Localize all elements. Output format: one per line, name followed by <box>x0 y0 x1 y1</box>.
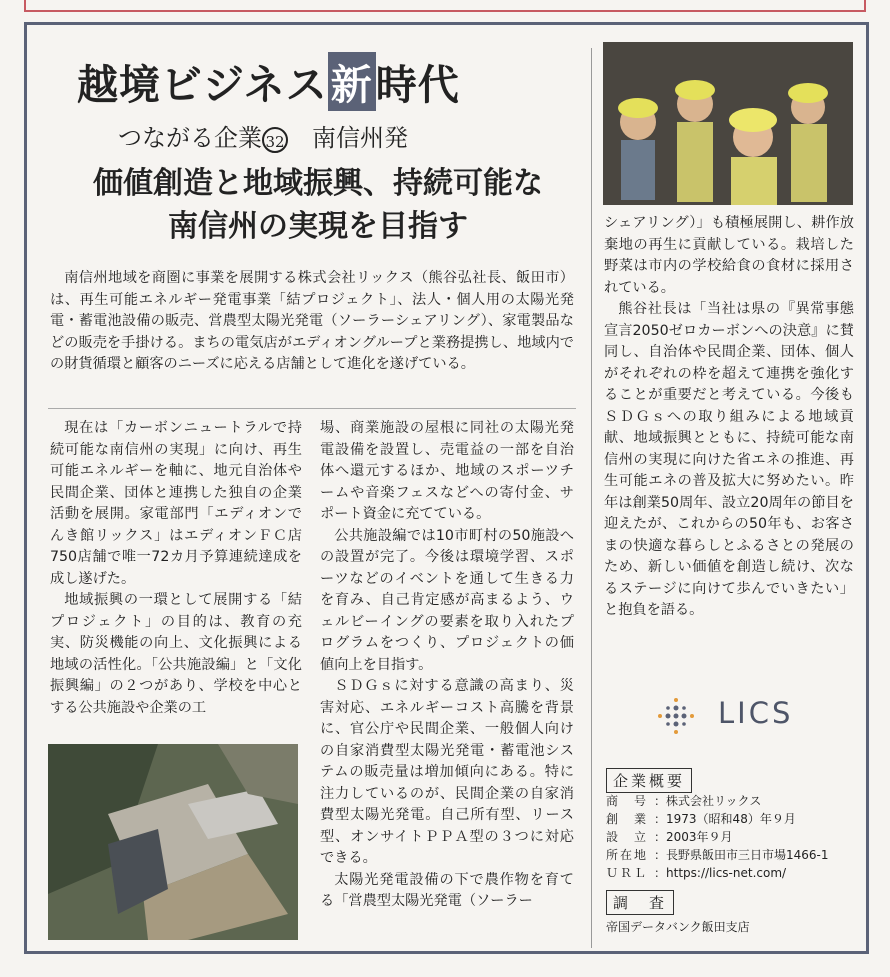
paragraph: 太陽光発電設備の下で農作物を育てる「営農型太陽光発電（ソーラー <box>320 871 574 909</box>
article-title-line2: 南信州の実現を目指す <box>168 209 468 244</box>
series-title <box>77 52 460 111</box>
top-border <box>24 0 866 12</box>
aerial-photo-image <box>48 744 298 940</box>
column-2 <box>320 418 574 913</box>
article-title-line1: 価値創造と地域振興、持続可能な <box>93 166 543 201</box>
paragraph: 現在は「カーボンニュートラルで持続可能な南信州の実現」に向け、再生可能エネルギーを軸に、地元自治体や民間企業、団体と連携した独自の企業活動を展開。家電部門「エディオンでんき館リックス」はエディオンＦＣ店750店舗で唯一72カ月予算連続達成を成し遂げた。 <box>50 420 302 587</box>
info-row: 設 立 ：2003年９月 <box>606 830 733 844</box>
aerial-photo <box>48 744 298 940</box>
survey-value: 帝国データバンク飯田支店 <box>606 920 750 934</box>
company-info <box>606 792 829 882</box>
lead-divider <box>48 408 576 409</box>
info-row: 所在地 ：長野県飯田市三日市場1466-1 <box>606 848 829 862</box>
info-value: 長野県飯田市三日市場1466-1 <box>666 848 829 862</box>
info-value: 1973（昭和48）年９月 <box>666 812 796 826</box>
paragraph: ＳＤＧｓに対する意識の高まり、災害対応、エネルギーコスト高騰を背景に、官公庁や民間企業、一般個人向けの自家消費型太陽光発電・蓄電池システムの販売量は増加傾向にある。特に注力しているのが、民間企業の自家消費型太陽光発電。自己所有型、リース型、オンサイトＰＰＡ型の３つに対応できる。 <box>320 678 574 866</box>
lead-paragraph <box>50 268 574 376</box>
paragraph: 公共施設編では10市町村の50施設への設置が完了。今後は環境学習、スポーツなどのイベントを通して生きる力を育み、自己肯定感が高まるよう、ウェルビーイングの要素を取り入れたプログラムをつくり、プロジェクトの価値向上を目指す。 <box>320 527 574 673</box>
paragraph: 場、商業施設の屋根に同社の太陽光発電設備を設置し、売電益の一部を自治体へ還元するほか、地域のスポーツチームや音楽フェスなどへの寄付金、サポート資金に充てている。 <box>320 420 574 522</box>
info-label: 商 号 <box>606 794 649 808</box>
column-3 <box>604 213 854 622</box>
info-label: ＵＲＬ <box>606 866 649 880</box>
paragraph: 熊谷社長は「当社は県の『異常事態宣言2050ゼロカーボンへの決意』に賛同し、自治体や民間企業、団体、個人がそれぞれの枠を超えて連携を強化することが重要だと考えている。今後もＳＤＧｓへの取り組みによる地域貢献、地域振興とともに、持続可能な南信州の実現に向けた省エネの推進、再生可能エネの普及拡大に努めたい。昨年は創業50周年、設立20周年の節目を迎えたが、これからの50年も、お客さまの快適な暮らしとふるさとの発展のため、新しい価値を創造し続け、次なるステージに向けて歩んでいきたい」と抱負を語る。 <box>604 301 854 618</box>
series-title-text: 越境ビジネス <box>77 61 328 109</box>
series-title-highlight: 新 <box>328 52 376 111</box>
lead-text: 南信州地域を商圏に事業を展開する株式会社リックス（熊谷弘社長、飯田市）は、再生可能エネルギー発電事業「結プロジェクト」、法人・個人用の太陽光発電・蓄電池設備の販売、営農型太陽光発電（ソーラーシェアリング）、家電製品などの販売を手掛ける。まちの電気店がエディオングループと業務提携し、地域内での財貨循環と顧客のニーズに応える店舗として進化を遂げている。 <box>50 270 574 372</box>
series-subtitle <box>118 118 408 153</box>
paragraph: シェアリング）」も積極展開し、耕作放棄地の再生に貢献している。栽培した野菜は市内の学校給食の食材に採用されている。 <box>604 215 854 296</box>
paragraph: 地域振興の一環として展開する「結プロジェクト」の目的は、教育の充実、防災機能の向上、文化振興による地域の活性化。「公共施設編」と「文化振興編」の２つがあり、学校を中心とする公共施設や企業の工 <box>50 592 302 716</box>
column-divider <box>591 48 592 948</box>
series-title-tail: 時代 <box>375 61 460 109</box>
subtitle-text: つながる企業 <box>118 124 262 152</box>
logo-text: LICS <box>718 696 794 730</box>
subtitle-region: 南信州発 <box>312 124 408 152</box>
info-label: 所在地 <box>606 848 649 862</box>
company-overview-title: 企業概要 <box>606 768 692 793</box>
info-value: 株式会社リックス <box>666 794 762 808</box>
children-photo-image <box>603 42 853 205</box>
children-photo <box>603 42 853 205</box>
info-row: 商 号 ：株式会社リックス <box>606 794 762 808</box>
info-value: https://lics-net.com/ <box>666 866 787 880</box>
info-label: 創 業 <box>606 812 649 826</box>
info-row: 創 業 ：1973（昭和48）年９月 <box>606 812 796 826</box>
info-row: ＵＲＬ ：https://lics-net.com/ <box>606 866 787 880</box>
info-label: 設 立 <box>606 830 649 844</box>
lics-logo <box>648 696 818 736</box>
column-1 <box>50 418 302 719</box>
logo-dots-icon <box>648 696 708 736</box>
article-title <box>48 162 588 248</box>
info-value: 2003年９月 <box>666 830 733 844</box>
episode-number: 32 <box>262 127 288 153</box>
survey-title: 調 査 <box>606 890 674 915</box>
